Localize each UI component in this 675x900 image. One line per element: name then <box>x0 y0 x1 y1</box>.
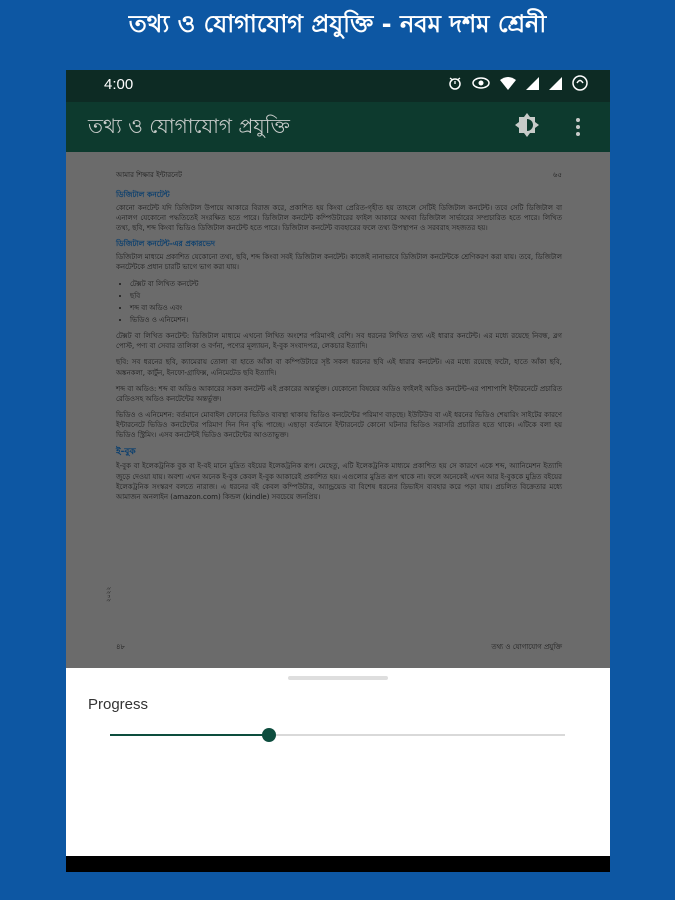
page-footer <box>116 642 562 652</box>
brightness-button[interactable] <box>512 112 542 142</box>
alarm-icon <box>448 76 462 94</box>
section-heading: ডিজিটাল কনটেন্ট <box>116 190 170 200</box>
eye-icon <box>472 77 490 93</box>
more-vert-icon-dot <box>576 125 580 129</box>
sheet-drag-handle[interactable] <box>288 676 388 680</box>
progress-slider[interactable] <box>110 734 565 736</box>
app-bar <box>66 102 610 152</box>
page-footer-title: তথ্য ও যোগাযোগ প্রযুক্তি <box>491 643 562 651</box>
more-vert-icon-dot <box>576 118 580 122</box>
paragraph: কোনো কনটেন্ট যদি ডিজিটাল উপায়ে আকারে বিরাজ করে, প্রকাশিত হয় কিংবা প্রেরিত-গৃহীত হয় তাহলে সেটিই ডিজিটাল কনটেন্ট। তবে সেটি ডিজিটাল বা এনালগ যেকোনো পদ্ধতিতেই সংরক্ষিত হতে পারে। ডিজিটাল কনটেন্ট কম্পিউটারের ফাইল আকারে অথবা ডিজিটাল সার্ভারের সম্প্রচারিত হতে পারে। লিখিত তথ্য, ছবি, শব্দ কিংবা ভিডিও ডিজিটাল কনটেন্ট হতে পারে। ডিজিটাল কনটেন্ট ব্যবহারের ফলে তথ্য উপস্থাপন ও সরবরাহ সহজতর হয়। <box>116 204 562 233</box>
paragraph: ই-বুক বা ইলেকট্রনিক বুক বা ই-বই মানে মুদ্রিত বইয়ের ইলেকট্রনিক রূপ। মেহেতু, এটি ইলেকট্রনিক মাধ্যমে প্রকাশিত হয় সে কারণে একে শব্দ, অ্যানিমেশন ইত্যাদি জুড়ে দেওয়া যায়। অবশ্য এখন অনেক ই-বুক কেবল ই-বুক আকারেই প্রকাশিত হয়। এগুলোর মুদ্রিত রূপ থাকে না। ফলে অনেকেই এখন আর ই-বুককে মুদ্রিত বইয়ের ইলেকট্রনিক সংস্করণ বলতে নারাজ। এ ধরনের বই কেবল কম্পিউটার, অ্যান্ড্রয়েড বা বিশেষ ধরনের ডিভাইস ব্যবহার করে পড়া যায়। প্রচলিত বিক্রেতার মধ্যে আমাজন অনলাইন (amazon.com) কিন্ডল (kindle) সবচেয়ে জনপ্রিয়। <box>116 462 562 501</box>
page-header <box>116 170 562 180</box>
more-options-button[interactable] <box>568 112 588 142</box>
paragraph: টেক্সট বা লিখিত কনটেন্ট: ডিজিটাল মাধ্যমে এখনো লিখিত অংশের পরিমাণই বেশি। সব ধরনের লিখিত তথ্য এই ধারার কনটেন্ট। এর মধ্যে রয়েছে নিবন্ধ, ব্লগ পোস্ট, পণ্য বা সেবার তালিকা ও বর্ণনা, পণ্যের মূল্যায়ন, ই-বুক সংবাদপত্র, লেকচার ইত্যাদি। <box>116 332 562 351</box>
signal-icon <box>549 77 562 94</box>
bullet-list <box>116 279 562 326</box>
progress-slider-fill <box>110 734 269 736</box>
section-heading: ই-বুক <box>116 447 136 458</box>
signal-icon <box>526 77 539 94</box>
progress-label: Progress <box>88 696 149 713</box>
progress-slider-thumb[interactable] <box>262 728 276 742</box>
wifi-icon <box>500 77 516 94</box>
page-side-number: ২০২২ <box>105 586 113 603</box>
document-page <box>105 170 562 668</box>
page-header-left: আমার শিক্ষার ইন্টারনেট <box>116 171 182 179</box>
paragraph: ডিজিটাল মাধ্যমে প্রকাশিত যেকোনো তথ্য, ছবি, শব্দ কিংবা সবই ডিজিটাল কনটেন্ট। কাজেই নানাভাবে ডিজিটাল কনটেন্টকে শ্রেণিকরণ করা যায়। তবে, ডিজিটাল কনটেন্টকে প্রধান চারটি ভাগে ভাগ করা যায়। <box>116 253 562 272</box>
list-item: • ভিডিও ও এনিমেশন। <box>130 315 562 325</box>
device-screen <box>66 70 610 872</box>
battery-icon <box>572 75 588 95</box>
status-time: 4:00 <box>104 76 134 93</box>
banner-title: তথ্য ও যোগাযোগ প্রযুক্তি - নবম দশম শ্রেনী <box>128 10 547 38</box>
page-header-right: ৬৫ <box>552 171 562 179</box>
status-icons <box>448 75 588 95</box>
section-heading: ডিজিটাল কনটেন্ট-এর প্রকারভেদ <box>116 239 215 249</box>
status-bar <box>66 70 610 102</box>
brightness-icon <box>514 112 540 142</box>
list-item: • টেক্সট বা লিখিত কনটেন্ট <box>130 279 562 289</box>
list-item: • ছবি <box>130 291 562 301</box>
list-item: • শব্দ বা অডিও এবং <box>130 303 562 313</box>
document-viewer[interactable] <box>66 152 610 668</box>
page-number: ৪৮ <box>116 643 126 651</box>
app-title: তথ্য ও যোগাযোগ প্রযুক্তি <box>88 114 290 138</box>
paragraph: ছবি: সব ধরনের ছবি, ক্যামেরায় তোলা বা হাতে আঁকা বা কম্পিউটারে সৃষ্ট সকল ধরনের ছবি এই ধারার কনটেন্ট। এর মধ্যে রয়েছে ফটো, হাতে আঁকা ছবি, অঙ্কনকলা, কার্টুন, ইনফো-গ্রাফিক্স, এনিমেটেড ছবি ইত্যাদি। <box>116 358 562 377</box>
more-vert-icon-dot <box>576 132 580 136</box>
progress-sheet <box>66 668 610 856</box>
paragraph: শব্দ বা অডিও: শব্দ বা অডিও আকারের সকল কনটেন্ট এই প্রকারের অন্তর্ভুক্ত। যেকোনো বিষয়ের অডিও ফাইলই অডিও কনটেন্ট-এর পাশাপাশি ইন্টারনেটে প্রচারিত রেডিওসহ অডিও কনটেন্টের অন্তর্ভুক্ত। <box>116 384 562 403</box>
navigation-bar <box>66 856 610 872</box>
paragraph: ভিডিও ও এনিমেশন: বর্তমানে মোবাইল ফোনের ভিডিও ব্যবস্থা থাকায় ভিডিও কনটেন্টের পরিমাণ বাড়ছে। ইউটিউব বা এই ধরনের ভিডিও শেয়ারিং সাইটের কারণে ইন্টারনেটে ভিডিও কনটেন্টের পরিমাণ দিন দিন বৃদ্ধি পাচ্ছে। এছাড়া বর্তমানে ইন্টারনেটে কোনো ঘটনার ভিডিও সরাসরি প্রচারিত হতে থাকে। এটিকে বলা হয় ভিডিও স্ট্রিমিং। এসব কনটেন্টই ভিডিও কনটেন্টের আওতাভুক্ত। <box>116 411 562 440</box>
